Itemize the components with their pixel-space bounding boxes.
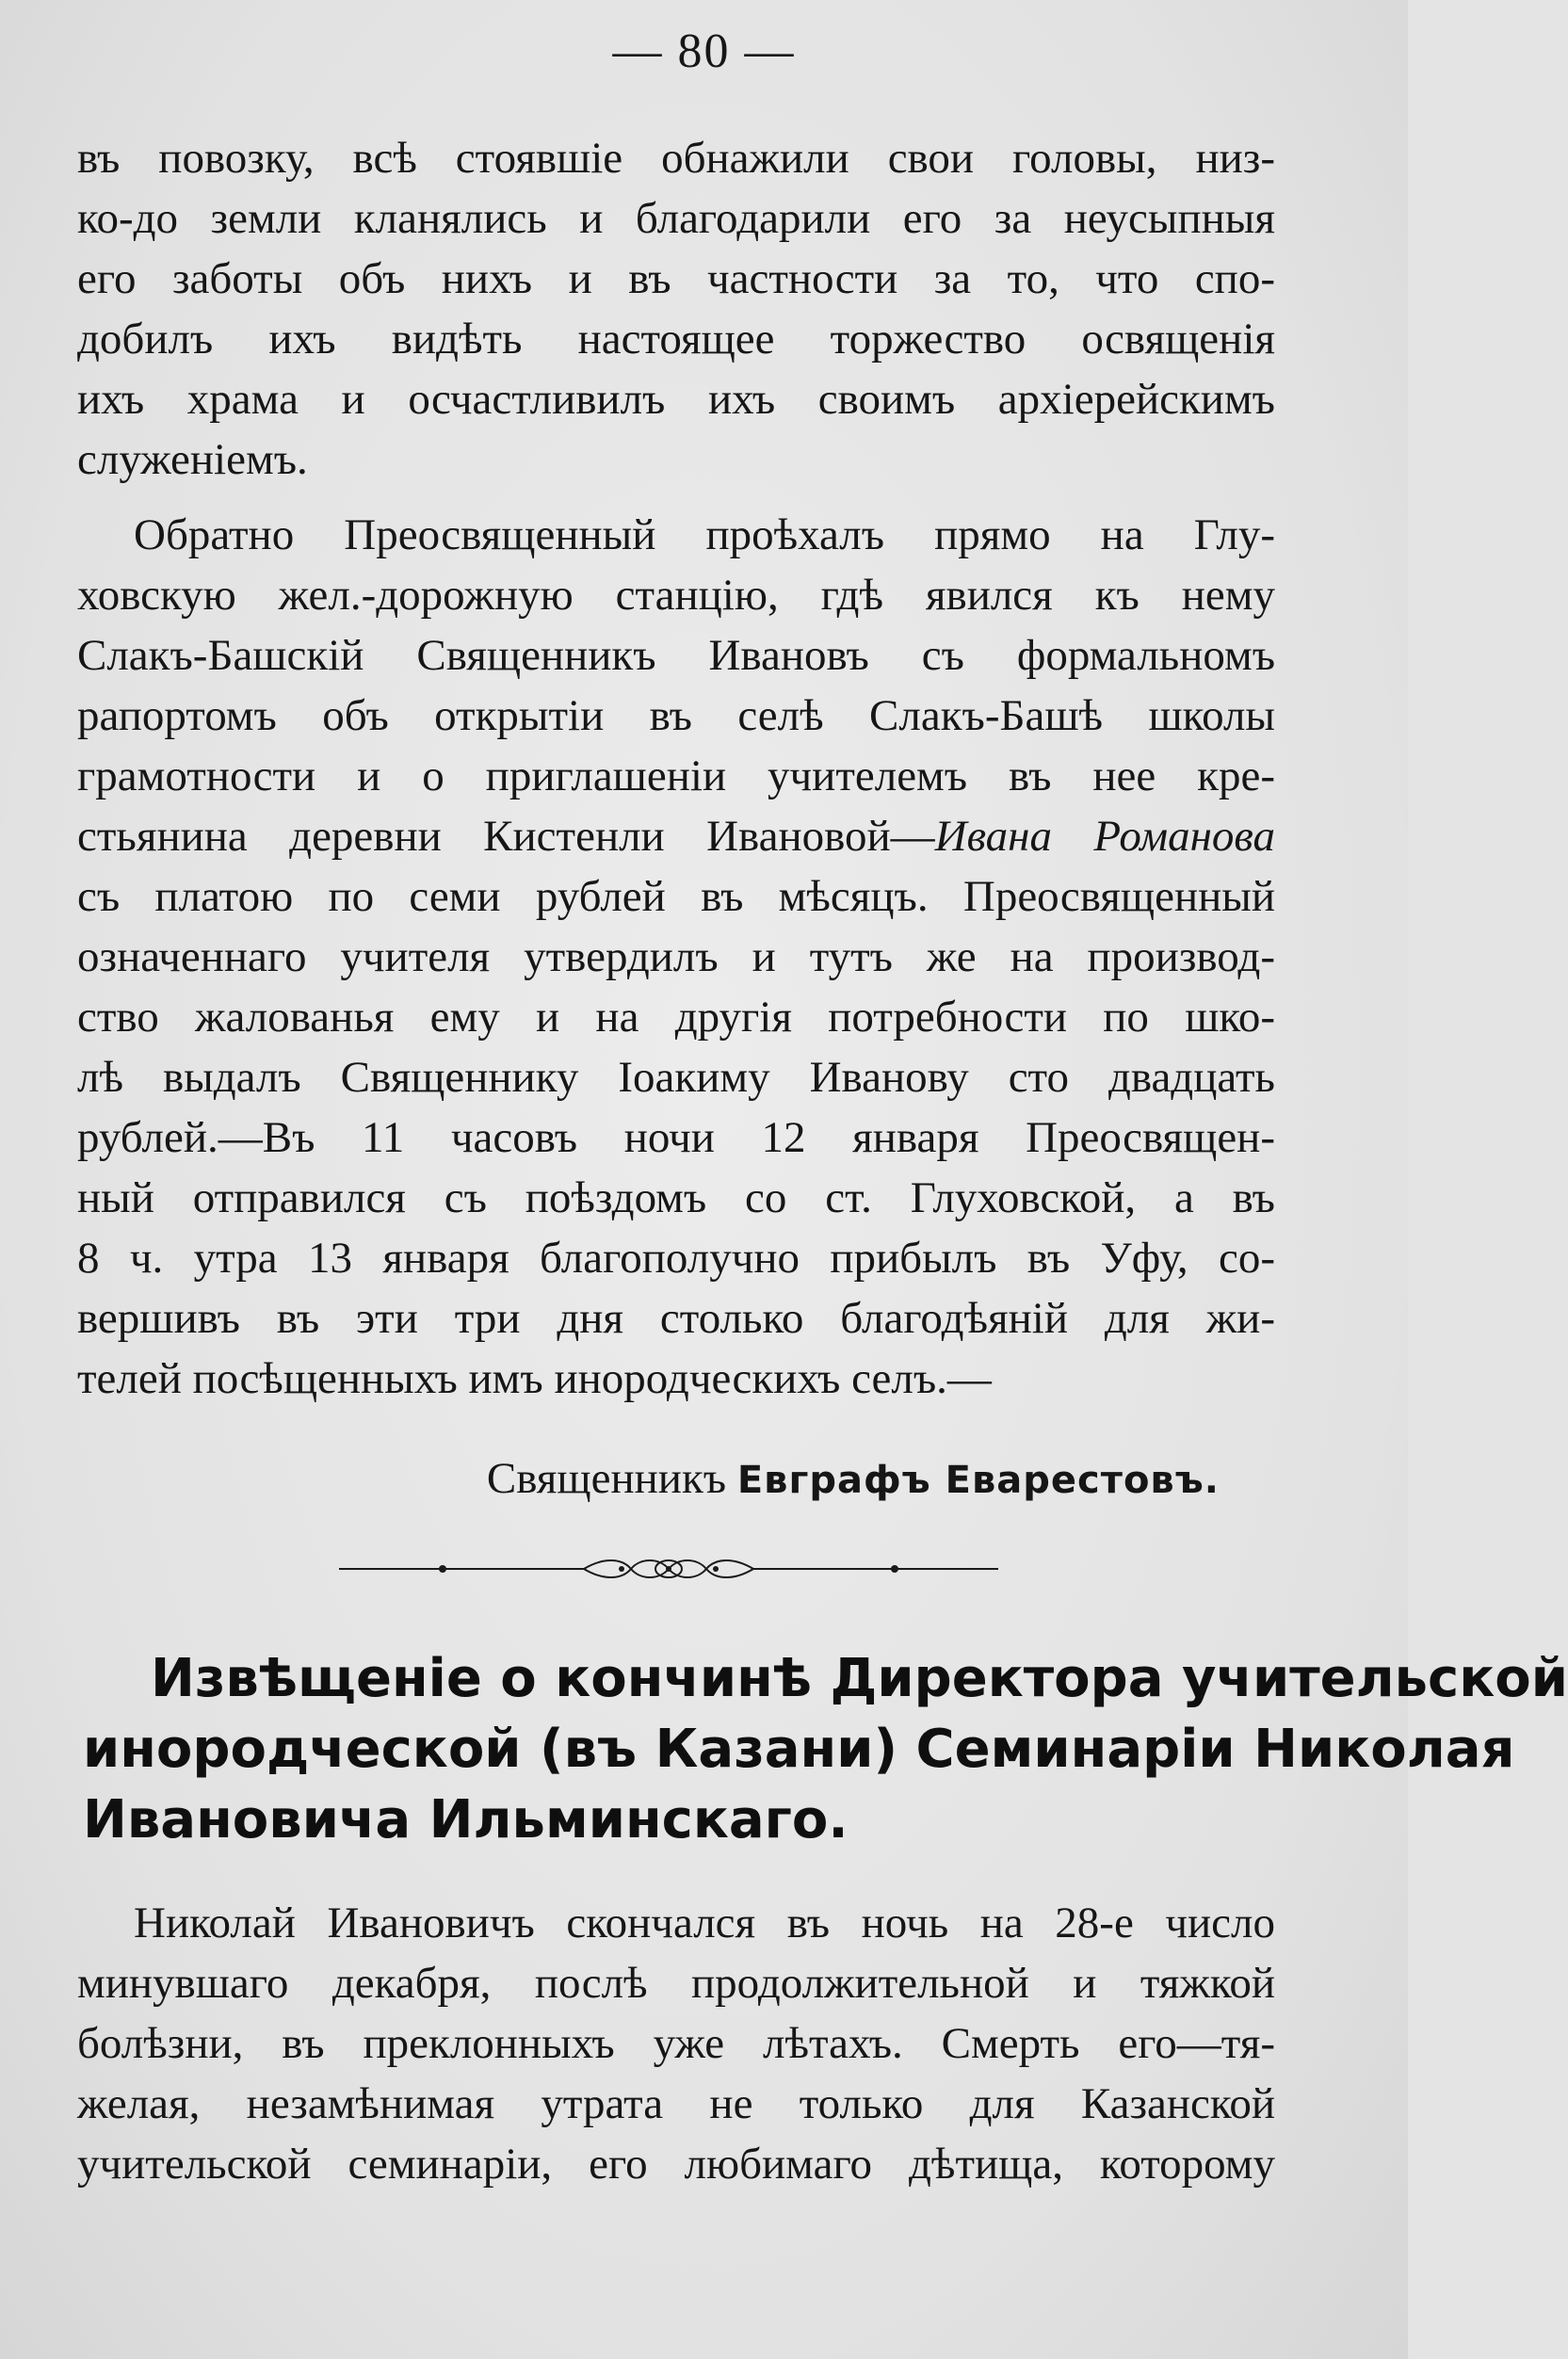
text-line: ство жалованья ему и на другія потребности по шко- (77, 993, 1275, 1042)
text-line: означеннаго учителя утвердилъ и тутъ же на производ- (77, 932, 1275, 981)
text-line: болѣзни, въ преклонныхъ уже лѣтахъ. Смерть его—тя- (77, 2019, 1275, 2068)
section-heading (83, 1643, 1568, 1855)
text-line: вершивъ въ эти три дня столько благодѣяній для жи- (77, 1294, 1275, 1343)
text-line: грамотности и о приглашеніи учителемъ въ нее кре- (77, 751, 1275, 800)
text-line: служеніемъ. (77, 435, 308, 484)
text-line: 8 ч. утра 13 января благополучно прибылъ въ Уфу, со- (77, 1234, 1275, 1283)
text-line-with-italic (77, 806, 1275, 866)
signature-name: Евграфъ Еварестовъ. (736, 1459, 1220, 1502)
text-line: лѣ выдалъ Священнику Іоакиму Иванову сто двадцать (77, 1053, 1275, 1102)
text-line: рублей.—Въ 11 часовъ ночи 12 января Преосвящен- (77, 1113, 1275, 1162)
signature-title: Священникъ (486, 1454, 727, 1503)
italic-name: Ивана Романова (934, 812, 1275, 861)
text-line: съ платою по семи рублей въ мѣсяцъ. Преосвященный (77, 872, 1275, 921)
heading-line: Ивановича Ильминскаго. (83, 1789, 849, 1850)
text-line: Николай Ивановичъ скончался въ ночь на 28-е число (134, 1899, 1275, 1947)
text-line: ко-до земли кланялись и благодарили его за неусыпныя (77, 194, 1275, 243)
paragraph-2 (77, 505, 1275, 1409)
text-line: рапортомъ объ открытіи въ селѣ Слакъ-Башѣ школы (77, 691, 1275, 740)
text-line: Слакъ-Башскій Священникъ Ивановъ съ формальномъ (77, 631, 1275, 680)
text-line: телей посѣщенныхъ имъ инородческихъ селъ.— (77, 1354, 992, 1403)
text-line: ный отправился съ поѣздомъ со ст. Глуховской, а въ (77, 1173, 1275, 1222)
text-line: въ повозку, всѣ стоявшіе обнажили свои головы, низ- (77, 134, 1275, 183)
text-span: стьянина деревни Кистенли Ивановой— (77, 812, 935, 861)
text-line: добилъ ихъ видѣть настоящее торжество освященія (77, 315, 1275, 364)
text-line: Обратно Преосвященный проѣхалъ прямо на Глу- (134, 510, 1275, 559)
text-line: минувшаго декабря, послѣ продолжительной и тяжкой (77, 1959, 1275, 2008)
heading-line: Извѣщеніе о кончинѣ Директора учительской (151, 1648, 1568, 1709)
ornament-divider (339, 1550, 998, 1588)
text-line: учительской семинаріи, его любимаго дѣтища, которому (77, 2140, 1275, 2189)
text-line: ховскую жел.-дорожную станцію, гдѣ явился къ нему (77, 571, 1275, 620)
signature (0, 1448, 1220, 1511)
paragraph-3 (77, 1893, 1275, 2194)
text-line: ихъ храма и осчастливилъ ихъ своимъ архіерейскимъ (77, 375, 1275, 424)
text-line: желая, незамѣнимая утрата не только для Казанской (77, 2079, 1275, 2128)
page-number: — 80 — (612, 24, 796, 78)
paragraph-1 (77, 128, 1275, 490)
heading-line: инородческой (въ Казани) Семинаріи Николая (83, 1719, 1515, 1780)
text-line: его заботы объ нихъ и въ частности за то, что спо- (77, 254, 1275, 303)
